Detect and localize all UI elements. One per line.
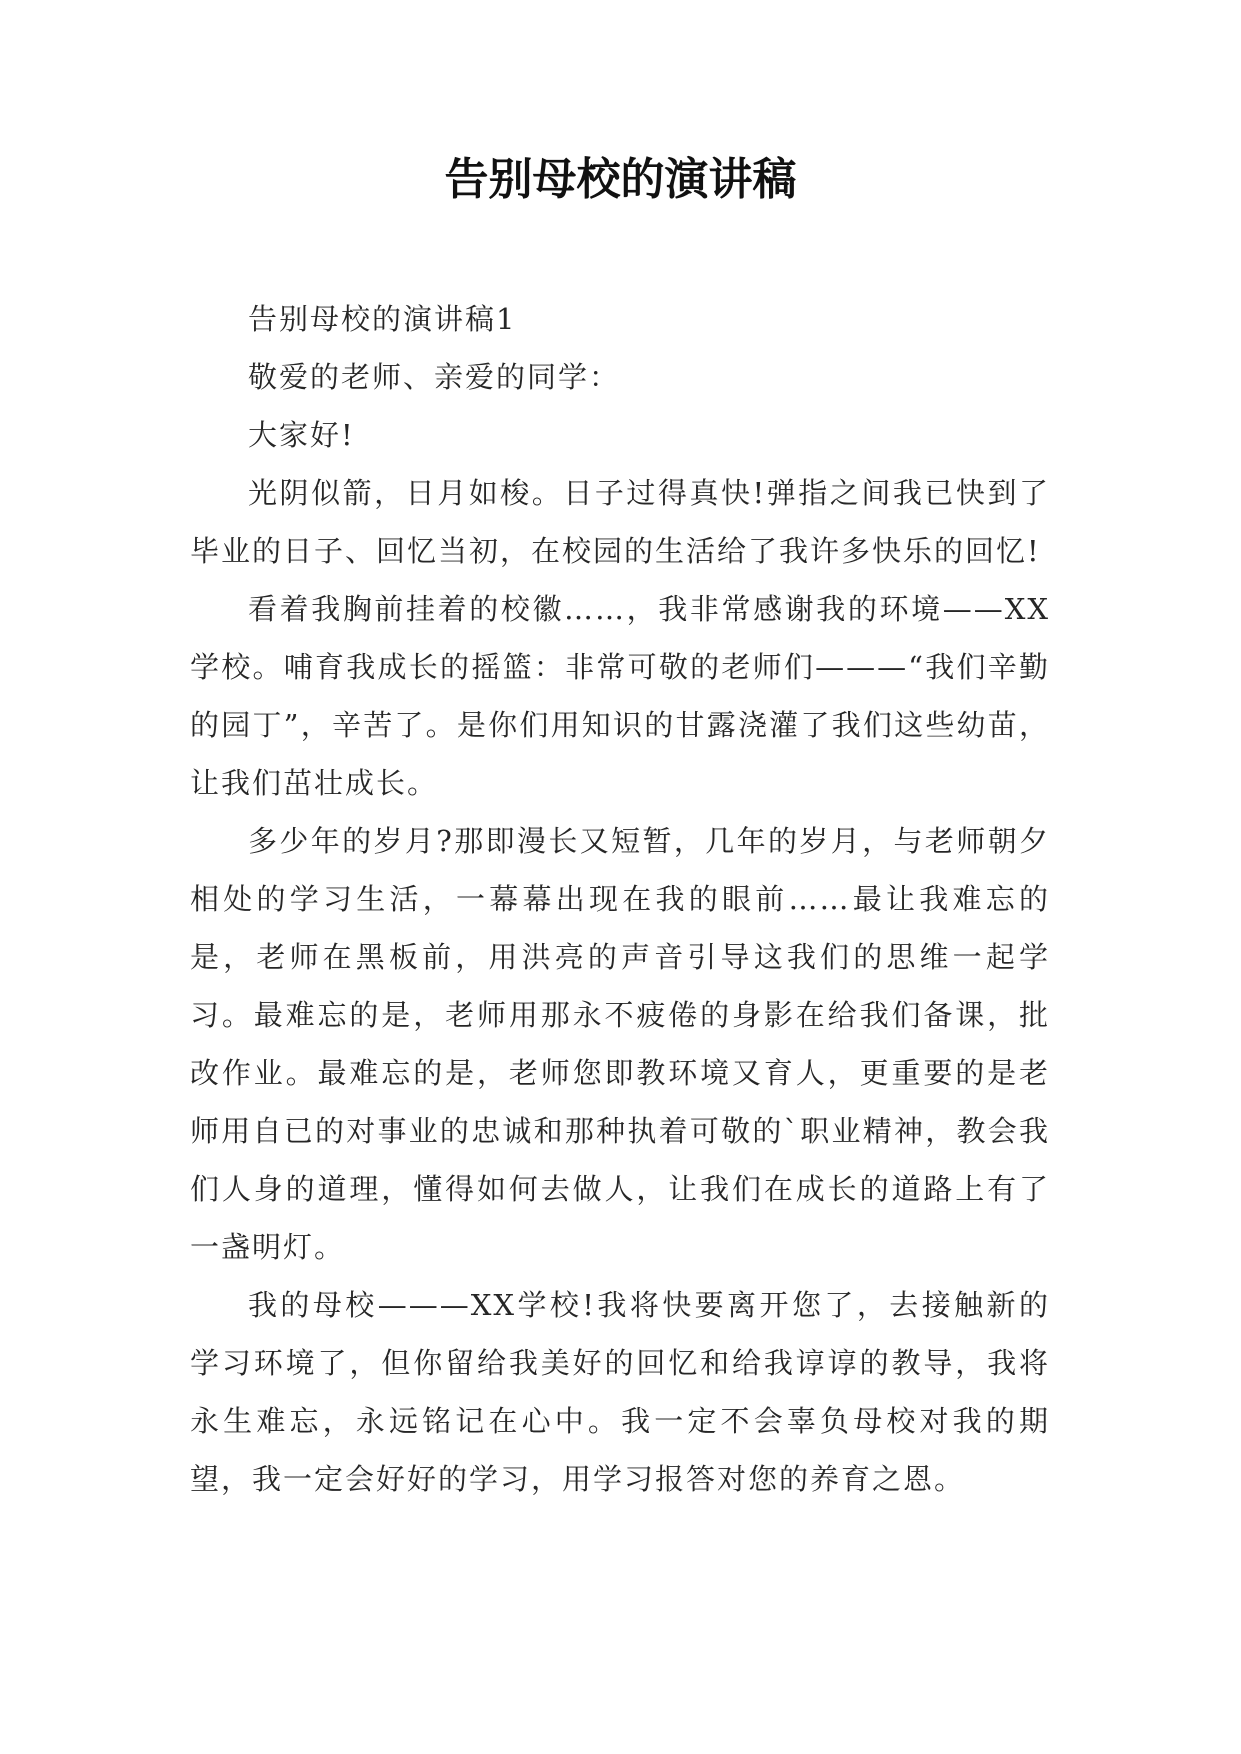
paragraph-salutation: 敬爱的老师、亲爱的同学：: [248, 360, 621, 394]
paragraph: 我的母校———XX学校!我将快要离开您了，去接触新的学习环境了，但你留给我美好的回忆和给我谆谆的教导，我将永生难忘，永远铭记在心中。我一定不会辜负母校对我的期望，我一定会好好的学习，用学习报答对您的养育之恩。: [190, 1288, 1050, 1496]
paragraph: 多少年的岁月?那即漫长又短暂，几年的岁月，与老师朝夕相处的学习生活，一幕幕出现在我的眼前……最让我难忘的是，老师在黑板前，用洪亮的声音引导这我们的思维一起学习。最难忘的是，老师用那永不疲倦的身影在给我们备课，批改作业。最难忘的是，老师您即教环境又育人，更重要的是老师用自已的对事业的忠诚和那种执着可敬的`职业精神，教会我们人身的道理，懂得如何去做人，让我们在成长的道路上有了一盏明灯。: [190, 824, 1050, 1264]
document-title: 告别母校的演讲稿: [444, 154, 797, 205]
paragraph-greeting: 大家好!: [248, 418, 355, 452]
document-body: [190, 290, 1050, 1508]
paragraph-heading: 告别母校的演讲稿1: [248, 302, 517, 336]
paragraph: 看着我胸前挂着的校徽……，我非常感谢我的环境——XX学校。哺育我成长的摇篮：非常可敬的老师们———“我们辛勤的园丁”，辛苦了。是你们用知识的甘露浇灌了我们这些幼苗，让我们茁壮成长。: [190, 592, 1050, 800]
paragraph: 光阴似箭，日月如梭。日子过得真快!弹指之间我已快到了毕业的日子、回忆当初，在校园的生活给了我许多快乐的回忆!: [190, 476, 1050, 568]
